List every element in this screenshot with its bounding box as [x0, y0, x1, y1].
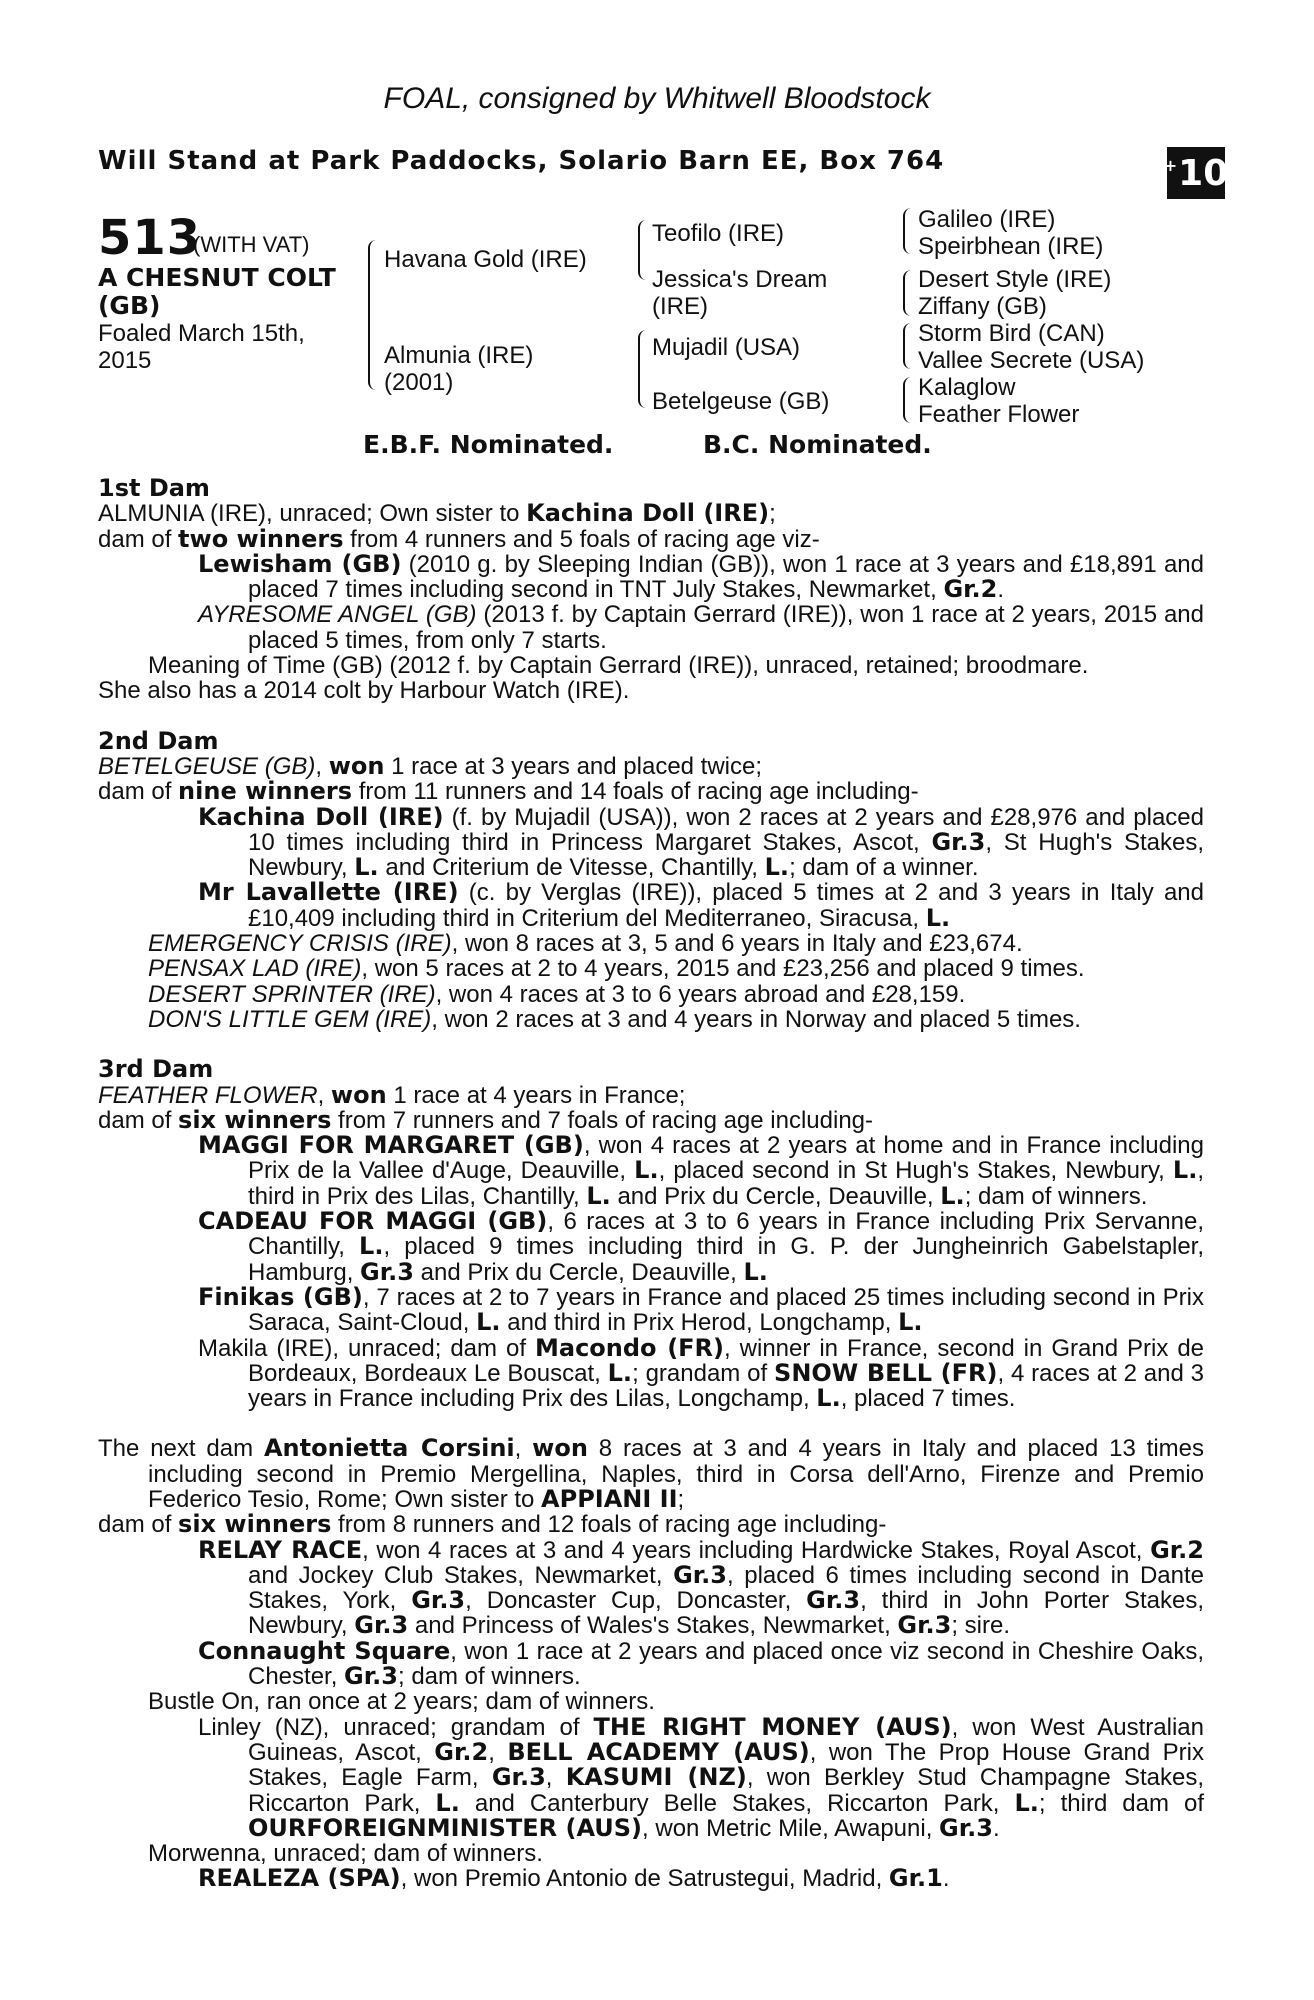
tag-number: 10	[1178, 152, 1229, 194]
page-title: FOAL, consigned by Whitwell Bloodstock	[383, 82, 931, 115]
bustle-entry: Bustle On, ran once at 2 years; dam of winners.	[148, 1688, 655, 1716]
ss-brace	[903, 208, 911, 254]
dam-parents-brace	[638, 330, 648, 408]
foaled-date: Foaled March 15th, 2015	[98, 320, 305, 374]
sire-name: Havana Gold (IRE)	[384, 246, 587, 273]
dam-name: Almunia (IRE) (2001)	[384, 342, 534, 396]
first-dam-line: ALMUNIA (IRE), unraced; Own sister to Kachina Doll (IRE);	[98, 499, 776, 528]
morwenna-entry: Morwenna, unraced; dam of winners.	[148, 1840, 543, 1868]
sire-parents-brace	[638, 220, 648, 280]
first-dam-heading: 1st Dam	[98, 474, 210, 502]
sd-sire: Desert Style (IRE)	[918, 266, 1112, 293]
lewisham-entry: Lewisham (GB) (2010 g. by Sleeping Indian (GB)), won 1 race at 3 years and £18,891 and placed 7 times including second in TNT July Stakes, Newmarket, Gr.2.	[198, 549, 1205, 604]
dam-dam: Betelgeuse (GB)	[652, 388, 830, 415]
ds-dam: Vallee Secrete (USA)	[918, 347, 1145, 374]
ds-sire: Storm Bird (CAN)	[918, 320, 1105, 347]
kachina-entry: Kachina Doll (IRE) (f. by Mujadil (USA)), won 2 races at 2 years and £28,976 and placed 10 times including third in Princess Margaret Stakes, Ascot, Gr.3, St Hugh's Stakes, Newbury, L. and Criterium de Vitesse, Chantilly, L.; dam of a winner.	[198, 802, 1204, 882]
sire-dam: Jessica's Dream (IRE)	[652, 266, 828, 320]
ss-dam: Speirbhean (IRE)	[918, 233, 1104, 260]
ds-brace	[903, 323, 911, 369]
lot-number: 513	[98, 210, 202, 266]
cadeau-entry: CADEAU FOR MAGGI (GB), 6 races at 3 to 6 years in France including Prix Servanne, Chantilly, L., placed 9 times including third in G. P. der Jungheinrich Gabelstapler, Hamburg, Gr.3 and Prix du Cercle, Deauville, L.	[198, 1207, 1204, 1286]
finikas-entry: Finikas (GB), 7 races at 2 to 7 years in France and placed 25 times including second in Prix Saraca, Saint-Cloud, L. and third in Prix Herod, Longchamp, L.	[198, 1282, 1204, 1337]
second-dam-produce: dam of nine winners from 11 runners and 14 foals of racing age including-	[98, 777, 919, 806]
meaning-entry: Meaning of Time (GB) (2012 f. by Captain Gerrard (IRE)), unraced, retained; broodmare.	[148, 652, 1089, 680]
dd-dam: Feather Flower	[918, 401, 1080, 428]
dd-sire: Kalaglow	[918, 374, 1016, 401]
sire-dam-brace	[368, 240, 380, 390]
horse-name: Kachina Doll (IRE)	[526, 499, 770, 528]
realeza-entry: REALEZA (SPA), won Premio Antonio de Satrustegui, Madrid, Gr.1.	[198, 1864, 950, 1893]
connaught-entry: Connaught Square, won 1 race at 2 years and placed once viz second in Cheshire Oaks, Chester, Gr.3; dam of winners.	[198, 1636, 1205, 1691]
ayresome-entry: AYRESOME ANGEL (GB) (2013 f. by Captain Gerrard (IRE)), won 1 race at 2 years, 2015 and placed 5 times, from only 7 starts.	[198, 601, 1204, 654]
bc-nominated: B.C. Nominated.	[703, 430, 932, 459]
lavallette-entry: Mr Lavallette (IRE) (c. by Verglas (IRE)), placed 5 times at 2 and 3 years in Italy and £10,409 including third in Criterium del Mediterraneo, Siracusa, L.	[198, 878, 1205, 932]
second-dam-heading: 2nd Dam	[98, 726, 219, 755]
makila-entry: Makila (IRE), unraced; dam of Macondo (FR), winner in France, second in Grand Prix de Bordeaux, Bordeaux Le Bouscat, L.; grandam of SNOW BELL (FR), 4 races at 2 and 3 years in France including Prix des Lilas, Longchamp, L., placed 7 times.	[198, 1333, 1205, 1413]
sd-dam: Ziffany (GB)	[918, 293, 1047, 320]
lot-description: A CHESNUT COLT (GB)	[98, 263, 336, 320]
lot-tag-badge	[1163, 147, 1229, 199]
tag-plus: +	[1163, 155, 1178, 175]
emergency-entry: EMERGENCY CRISIS (IRE), won 8 races at 3, 5 and 6 years in Italy and £23,674.	[148, 930, 1023, 958]
sd-brace	[903, 270, 911, 316]
stand-location: Will Stand at Park Paddocks, Solario Barn EE, Box 764	[98, 146, 945, 176]
sire-sire: Teofilo (IRE)	[652, 220, 785, 247]
ebf-nominated: E.B.F. Nominated.	[363, 430, 614, 459]
dam-sire: Mujadil (USA)	[652, 334, 801, 361]
maggi-entry: MAGGI FOR MARGARET (GB), won 4 races at 2 years at home and in France including Prix de la Vallee d'Auge, Deauville, L., placed second in St Hugh's Stakes, Newbury, L., third in Prix des Lilas, Chantilly, L. and Prix du Cercle, Deauville, L.; dam of winners.	[198, 1131, 1205, 1210]
linley-entry: Linley (NZ), unraced; grandam of THE RIGHT MONEY (AUS), won West Australian Guineas, Ascot, Gr.2, BELL ACADEMY (AUS), won The Prop House Grand Prix Stakes, Eagle Farm, Gr.3, KASUMI (NZ), won Berkley Stud Champagne Stakes, Riccarton Park, L. and Canterbury Belle Stakes, Riccarton Park, L.; third dam of OURFOREIGNMINISTER (AUS), won Metric Mile, Awapuni, Gr.3.	[198, 1712, 1205, 1842]
relay-entry: RELAY RACE, won 4 races at 3 and 4 years including Hardwicke Stakes, Royal Ascot, Gr.2 and Jockey Club Stakes, Newmarket, Gr.3, placed 6 times including second in Dante Stakes, York, Gr.3, Doncaster Cup, Doncaster, Gr.3, third in John Porter Stakes, Newbury, Gr.3 and Princess of Wales's Stakes, Newmarket, Gr.3; sire.	[198, 1535, 1204, 1640]
pensax-entry: PENSAX LAD (IRE), won 5 races at 2 to 4 years, 2015 and £23,256 and placed 9 times.	[148, 955, 1085, 983]
also-note: She also has a 2014 colt by Harbour Watch (IRE).	[98, 677, 630, 705]
second-dam-line: BETELGEUSE (GB), won 1 race at 3 years and placed twice;	[98, 751, 763, 780]
dd-brace	[903, 377, 911, 423]
dons-entry: DON'S LITTLE GEM (IRE), won 2 races at 3 and 4 years in Norway and placed 5 times.	[148, 1005, 1081, 1033]
third-dam-line: FEATHER FLOWER, won 1 race at 4 years in France;	[98, 1080, 686, 1109]
third-dam-produce: dam of six winners from 7 runners and 7 foals of racing age including-	[98, 1105, 874, 1134]
desert-entry: DESERT SPRINTER (IRE), won 4 races at 3 to 6 years abroad and £28,159.	[148, 980, 966, 1008]
third-dam-heading: 3rd Dam	[98, 1055, 214, 1084]
next-dam-produce: dam of six winners from 8 runners and 12 foals of racing age including-	[98, 1510, 887, 1539]
ss-sire: Galileo (IRE)	[918, 206, 1056, 233]
next-dam-entry: The next dam Antonietta Corsini, won 8 races at 3 and 4 years in Italy and placed 13 times including second in Premio Mergellina, Naples, third in Corsa dell'Arno, Firenze and Premio Federico Tesio, Rome; Own sister to APPIANI II;	[98, 1434, 1205, 1513]
pedigree-notes	[98, 476, 1204, 1892]
vat-note: (WITH VAT)	[193, 232, 310, 257]
first-dam-produce: dam of two winners from 4 runners and 5 foals of racing age viz-	[98, 524, 820, 553]
